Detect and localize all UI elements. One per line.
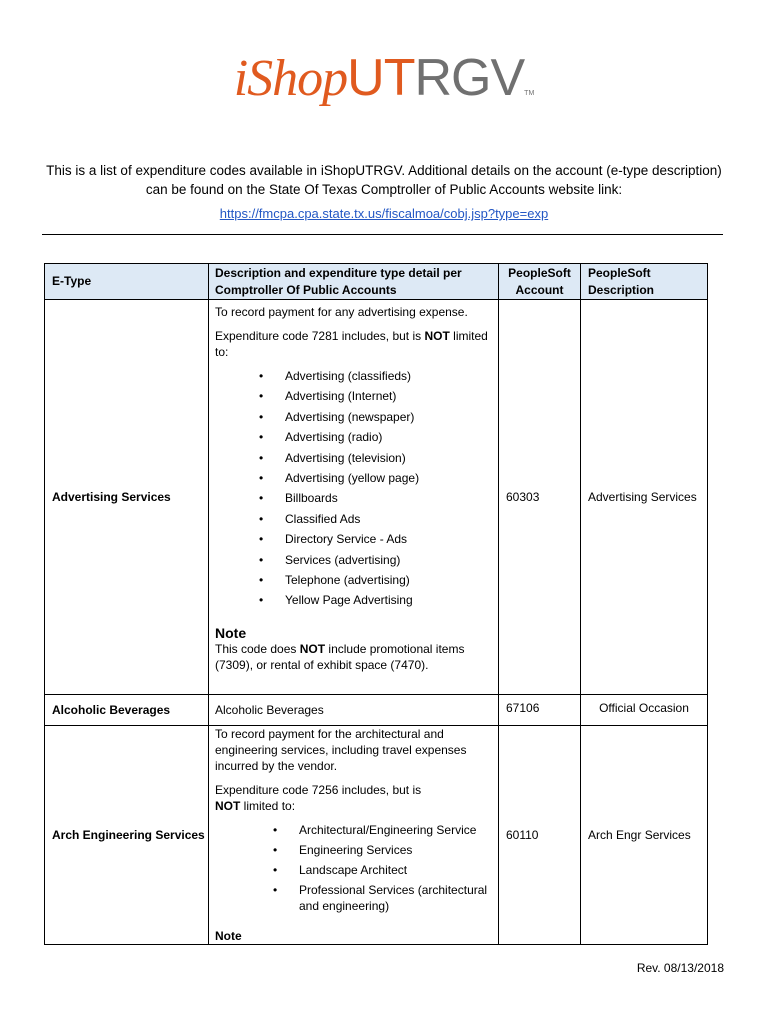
expenditure-codes-table xyxy=(44,263,708,945)
etype-cell: Alcoholic Beverages xyxy=(45,695,209,726)
list-item: • Advertising (classifieds) xyxy=(259,368,492,388)
list-item: • Professional Services (architectural and engineering) xyxy=(273,882,492,914)
list-item: • Directory Service - Ads xyxy=(259,531,492,551)
account-cell: 67106 xyxy=(499,695,581,726)
table-header-row xyxy=(45,264,708,300)
note-text: This code does NOT include promotional items (7309), or rental of exhibit space (7470). xyxy=(215,641,465,672)
comptroller-link[interactable]: https://fmcpa.cpa.state.tx.us/fiscalmoa/cobj.jsp?type=exp xyxy=(219,206,549,221)
table-row xyxy=(45,695,708,726)
description-cell: Alcoholic Beverages xyxy=(209,695,499,726)
description-cell xyxy=(209,726,499,945)
intro-text: This is a list of expenditure codes available in iShopUTRGV. Additional details on the account (e-type description) can be found on the State Of Texas Comptroller of Public Accounts website link: xyxy=(46,163,722,197)
note-heading: Note xyxy=(215,929,242,943)
list-item: • Billboards xyxy=(259,490,492,510)
description-text: To record payment for any advertising expense. xyxy=(215,305,468,319)
description-cell xyxy=(209,300,499,695)
header-description: Description and expenditure type detail per Comptroller Of Public Accounts xyxy=(209,264,499,300)
peoplesoft-description-cell: Official Occasion xyxy=(581,695,708,726)
note-heading: Note xyxy=(215,624,247,641)
peoplesoft-description-cell: Arch Engr Services xyxy=(581,726,708,945)
account-cell: 60303 xyxy=(499,300,581,695)
includes-text: Expenditure code 7281 includes, but is NOT limited to: xyxy=(215,329,488,359)
includes-list xyxy=(215,822,492,914)
divider xyxy=(42,234,723,235)
list-item: • Services (advertising) xyxy=(259,552,492,572)
list-item: • Advertising (newspaper) xyxy=(259,409,492,429)
table-row xyxy=(45,300,708,695)
list-item: • Landscape Architect xyxy=(273,862,492,882)
list-item: • Advertising (yellow page) xyxy=(259,470,492,490)
list-item: • Advertising (Internet) xyxy=(259,388,492,408)
etype-cell: Arch Engineering Services xyxy=(45,726,209,945)
list-item: • Advertising (television) xyxy=(259,450,492,470)
etype-cell: Advertising Services xyxy=(45,300,209,695)
list-item: • Yellow Page Advertising xyxy=(259,592,492,612)
ishoputrgv-logo: iShopUTRGVTM xyxy=(233,49,535,107)
list-item: • Classified Ads xyxy=(259,511,492,531)
revision-date: Rev. 08/13/2018 xyxy=(636,961,724,975)
header-etype: E-Type xyxy=(45,264,209,300)
list-item: • Engineering Services xyxy=(273,842,492,862)
list-item: • Architectural/Engineering Service xyxy=(273,822,492,842)
header-peoplesoft-description: PeopleSoft Description xyxy=(581,264,708,300)
list-item: • Telephone (advertising) xyxy=(259,572,492,592)
table-row xyxy=(45,726,708,945)
includes-list xyxy=(215,368,492,613)
description-text: To record payment for the architectural and engineering services, including travel expenses incurred by the vendor. xyxy=(215,727,467,773)
header-peoplesoft-account: PeopleSoft Account xyxy=(499,264,581,300)
list-item: • Advertising (radio) xyxy=(259,429,492,449)
account-cell: 60110 xyxy=(499,726,581,945)
includes-text: Expenditure code 7256 includes, but is NOT limited to: xyxy=(215,783,422,813)
peoplesoft-description-cell: Advertising Services xyxy=(581,300,708,695)
